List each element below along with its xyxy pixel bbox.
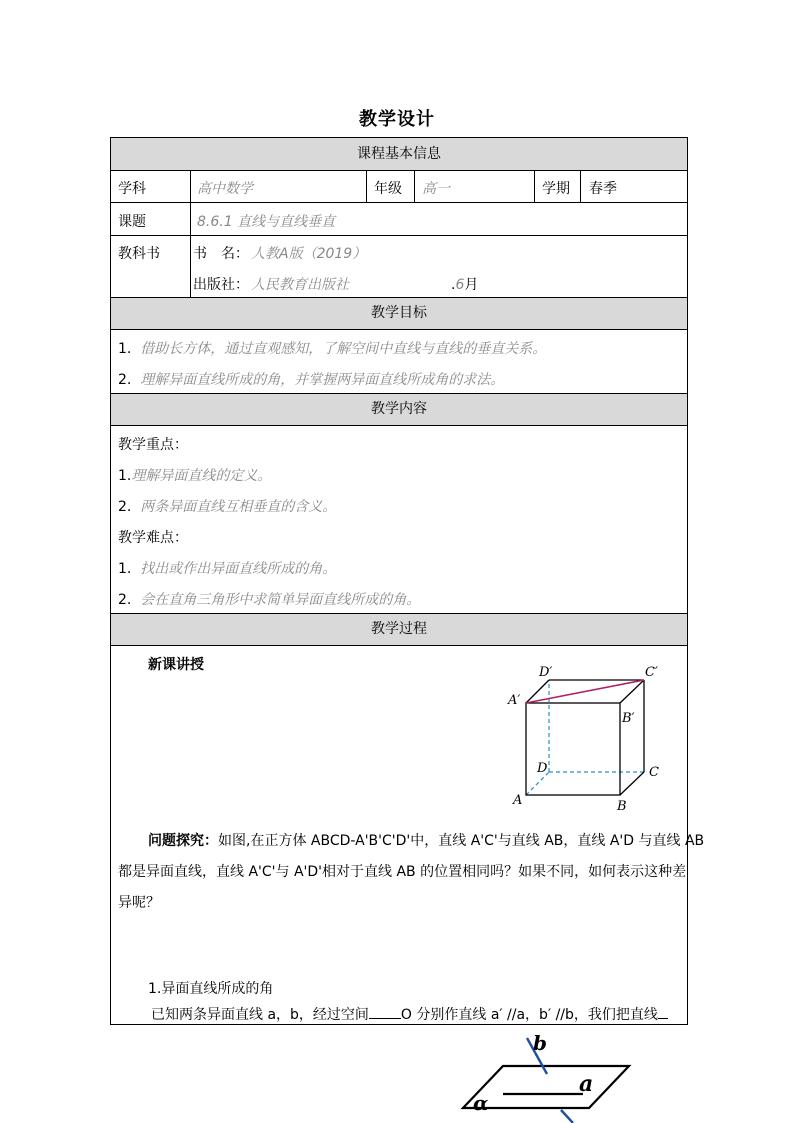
document-title: 教学设计	[359, 109, 435, 130]
subject-label: 学科	[118, 181, 146, 197]
grade-label: 年级	[374, 181, 402, 197]
section-header-process	[111, 614, 687, 646]
grade-value: 高一	[422, 181, 450, 197]
key-points-label: 教学重点：	[118, 437, 188, 453]
key-point-item: 2. 两条异面直线互相垂直的含义。	[118, 499, 337, 515]
book-name-value: 人教A版（2019）	[251, 246, 367, 262]
term-value: 春季	[589, 181, 617, 197]
difficulty-item: 1. 找出或作出异面直线所成的角。	[118, 561, 337, 577]
section-title: 教学内容	[371, 401, 427, 417]
plane-label-a: a	[579, 1071, 594, 1097]
cube-label-b: B	[617, 799, 627, 814]
topic-value: 8.6.1 直线与直线垂直	[197, 214, 336, 230]
objective-item: 2. 理解异面直线所成的角，并掌握两异面直线所成角的求法。	[118, 372, 505, 388]
content-body	[111, 426, 687, 614]
difficulties-label: 教学难点：	[118, 530, 188, 546]
cube-label-b1: B′	[622, 711, 635, 726]
new-lesson-heading: 新课讲授	[148, 657, 204, 673]
cube-label-d1: D′	[539, 665, 553, 680]
info-row-topic	[111, 203, 687, 236]
section-title: 课程基本信息	[357, 146, 441, 162]
plane-figure	[455, 1030, 645, 1123]
subsection-heading: 1.异面直线所成的角	[148, 981, 274, 997]
fill-blank	[658, 1006, 668, 1019]
topic-label: 课题	[118, 214, 146, 230]
plane-label-b: b	[533, 1031, 547, 1055]
cube-figure	[501, 660, 671, 820]
cube-label-a1: A′	[508, 693, 521, 708]
cube-label-a: A	[513, 793, 523, 808]
inquiry-label: 问题探究：	[148, 833, 218, 849]
fill-blank	[369, 1006, 401, 1019]
inquiry-text-line3: 异呢？	[118, 895, 160, 911]
section-title: 教学目标	[371, 305, 427, 321]
cube-label-c: C	[649, 765, 659, 780]
objective-item: 1. 借助长方体，通过直观感知，了解空间中直线与直线的垂直关系。	[118, 341, 547, 357]
key-point-item: 1.理解异面直线的定义。	[118, 468, 272, 484]
section-title: 教学过程	[371, 621, 427, 637]
objectives-body	[111, 330, 687, 394]
publisher-label: 出版社：	[193, 277, 249, 293]
section-header-content	[111, 394, 687, 426]
term-label: 学期	[542, 181, 570, 197]
inquiry-paragraph	[118, 826, 705, 919]
info-row-subject	[111, 171, 687, 203]
cube-label-c1: C′	[645, 665, 658, 680]
section-header-basic-info	[111, 138, 687, 171]
subject-value: 高中数学	[197, 181, 253, 197]
publish-date: .6月	[451, 277, 479, 293]
inquiry-text-line2: 都是异面直线，直线 A'C'与 A'D'相对于直线 AB 的位置相同吗？如果不同，如何表示这种差	[118, 864, 687, 880]
cube-label-d: D	[537, 761, 548, 776]
definition-line: 已知两条异面直线 a，b，经过空间 O 分别作直线 a′ //a，b′ //b，我们把直线	[151, 1004, 668, 1024]
plane-label-alpha: α	[473, 1091, 489, 1115]
section-header-objectives	[111, 298, 687, 330]
textbook-label: 教科书	[118, 246, 160, 262]
info-row-textbook	[111, 236, 687, 298]
publisher-value: 人民教育出版社	[251, 277, 349, 293]
lesson-table	[110, 137, 705, 1025]
process-body	[111, 646, 705, 1024]
difficulty-item: 2. 会在直角三角形中求简单异面直线所成的角。	[118, 592, 421, 608]
book-name-label: 书 名：	[193, 246, 249, 262]
inquiry-text-line1: 如图,在正方体 ABCD-A'B'C'D'中，直线 A'C'与直线 AB，直线 A'D 与直线 AB	[218, 833, 705, 849]
